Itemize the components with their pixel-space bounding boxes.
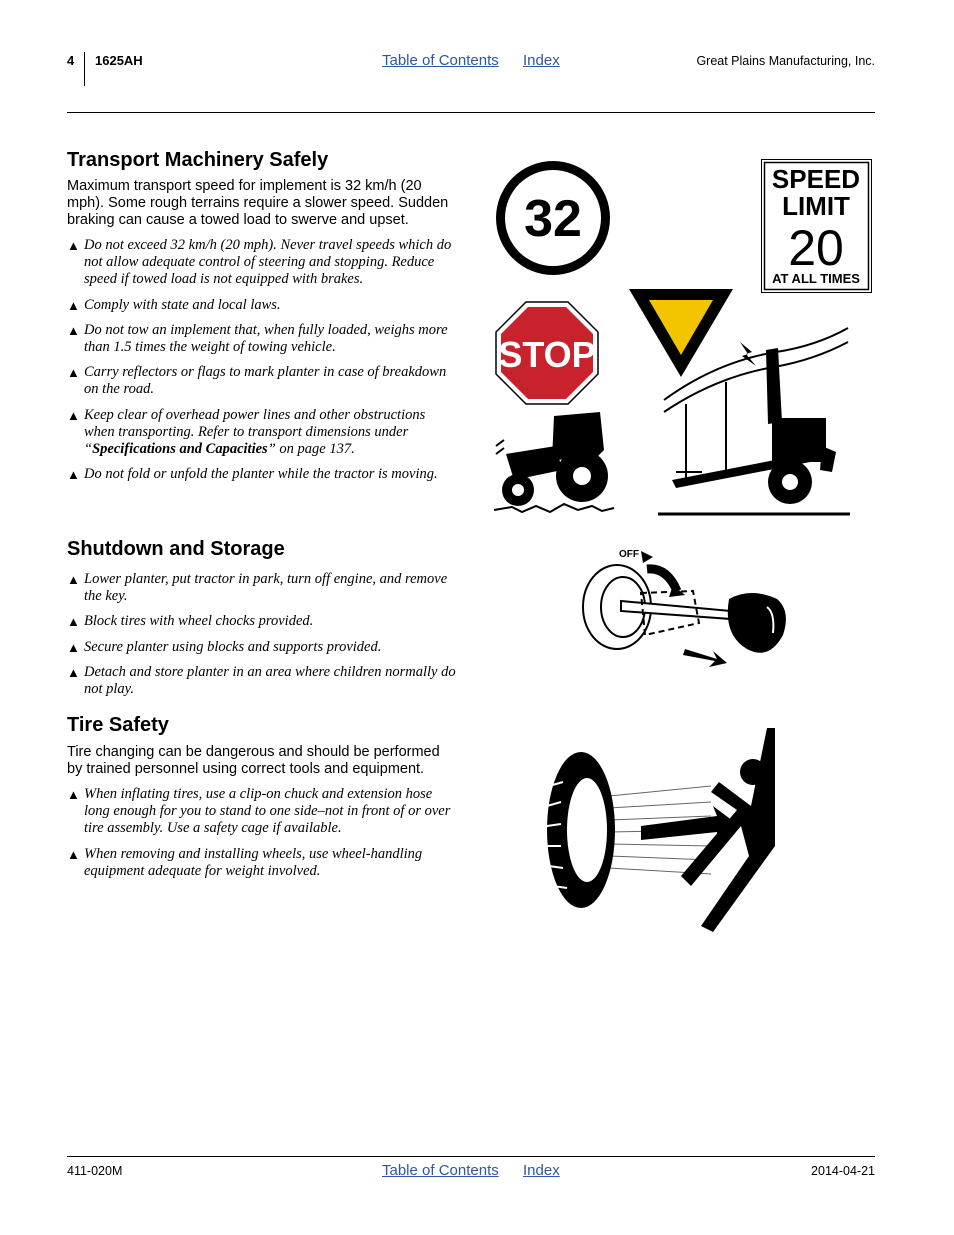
warning-triangle-icon: ▲ [67,614,80,630]
publication-date: 2014-04-21 [811,1164,875,1178]
page-number: 4 [67,53,75,68]
stop-sign-icon [495,301,599,405]
warning-triangle-icon: ▲ [67,639,80,655]
list-item: ▲ Comply with state and local laws. [67,296,281,313]
list-item: ▲ Do not tow an implement that, when fully loaded, weighs more than 1.5 times the weight of towing vehicle. [67,321,448,356]
header-rule [67,112,875,113]
tire-intro: Tire changing can be dangerous and should be performed by trained personnel using correct tools and equipment. [67,744,440,777]
warning-triangle-icon: ▲ [67,407,80,423]
list-item: ▲ Lower planter, put tractor in park, turn off engine, and remove the key. [67,571,448,605]
key-off-label: OFF [619,549,639,560]
tractor-rough-terrain-icon [492,410,620,518]
speed-limit-line2: LIMIT [782,191,850,221]
list-item: ▲ Carry reflectors or flags to mark planter in case of breakdown on the road. [67,364,447,398]
list-item: ▲ Block tires with wheel chocks provided. [67,613,314,630]
header-divider [84,52,85,86]
ignition-key-icon [581,545,793,671]
list-item: ▲ When removing and installing wheels, use wheel-handling equipment adequate for weight involved. [67,845,423,879]
list-item: ▲ Do not exceed 32 km/h (20 mph). Never travel speeds which do not allow adequate control of steering and stopping. Reduce speed if towed load is not equipped with brakes. [67,237,452,288]
toc-link[interactable]: Table of Contents [382,52,499,69]
tire-section [67,713,459,888]
document-number: 411-020M [67,1164,123,1178]
list-item: ▲ Keep clear of overhead power lines and other obstructions when transporting. Refer to transport dimensions under “Specifications and Capacities” on page 137. [67,406,426,458]
footer-rule [67,1156,875,1157]
warning-triangle-icon: ▲ [67,846,80,862]
company-name: Great Plains Manufacturing, Inc. [696,54,875,68]
power-lines-planter-icon [656,322,852,518]
warning-triangle-icon: ▲ [67,664,80,680]
transport-bullets [67,237,459,483]
stop-text: STOP [498,334,596,375]
shutdown-bullets [67,571,459,698]
warning-triangle-icon: ▲ [67,297,80,313]
tire-bullets [67,786,459,880]
speed-limit-line3: AT ALL TIMES [772,271,860,286]
transport-heading: Transport Machinery Safely [67,149,329,171]
list-item: ▲ Do not fold or unfold the planter while the tractor is moving. [67,466,438,483]
list-item: ▲ Secure planter using blocks and supports provided. [67,638,382,655]
list-item: ▲ When inflating tires, use a clip-on chuck and extension hose long enough for you to stand to one side–not in front of or over tire assembly. Use a safety cage if available. [67,786,451,837]
shutdown-heading: Shutdown and Storage [67,538,285,560]
transport-section [67,148,459,491]
warning-triangle-icon: ▲ [67,365,80,381]
tire-explosion-icon [541,726,775,932]
spec-reference: Specifications and Capacities [92,441,268,458]
footer-index-link[interactable]: Index [523,1162,560,1179]
warning-triangle-icon: ▲ [67,467,80,483]
warning-triangle-icon: ▲ [67,572,80,587]
tire-heading: Tire Safety [67,714,169,736]
shutdown-section [67,537,459,706]
list-item: ▲ Detach and store planter in an area where children normally do not play. [67,663,456,698]
speed-limit-sign-icon [761,159,872,293]
index-link[interactable]: Index [523,52,560,69]
warning-triangle-icon: ▲ [67,238,80,253]
speed-circle-text: 32 [524,190,582,248]
footer-toc-link[interactable]: Table of Contents [382,1162,499,1179]
speed-limit-value: 20 [788,220,844,276]
transport-intro: Maximum transport speed for implement is 32 km/h (20 mph). Some rough terrains require a slower speed. Sudden braking can cause a towed load to swerve and upset. [67,178,449,228]
speed-limit-line1: SPEED [771,164,861,194]
model-name: 1625AH [95,53,143,68]
warning-triangle-icon: ▲ [67,787,80,802]
warning-triangle-icon: ▲ [67,322,80,338]
speed-32-sign-icon [493,158,613,278]
